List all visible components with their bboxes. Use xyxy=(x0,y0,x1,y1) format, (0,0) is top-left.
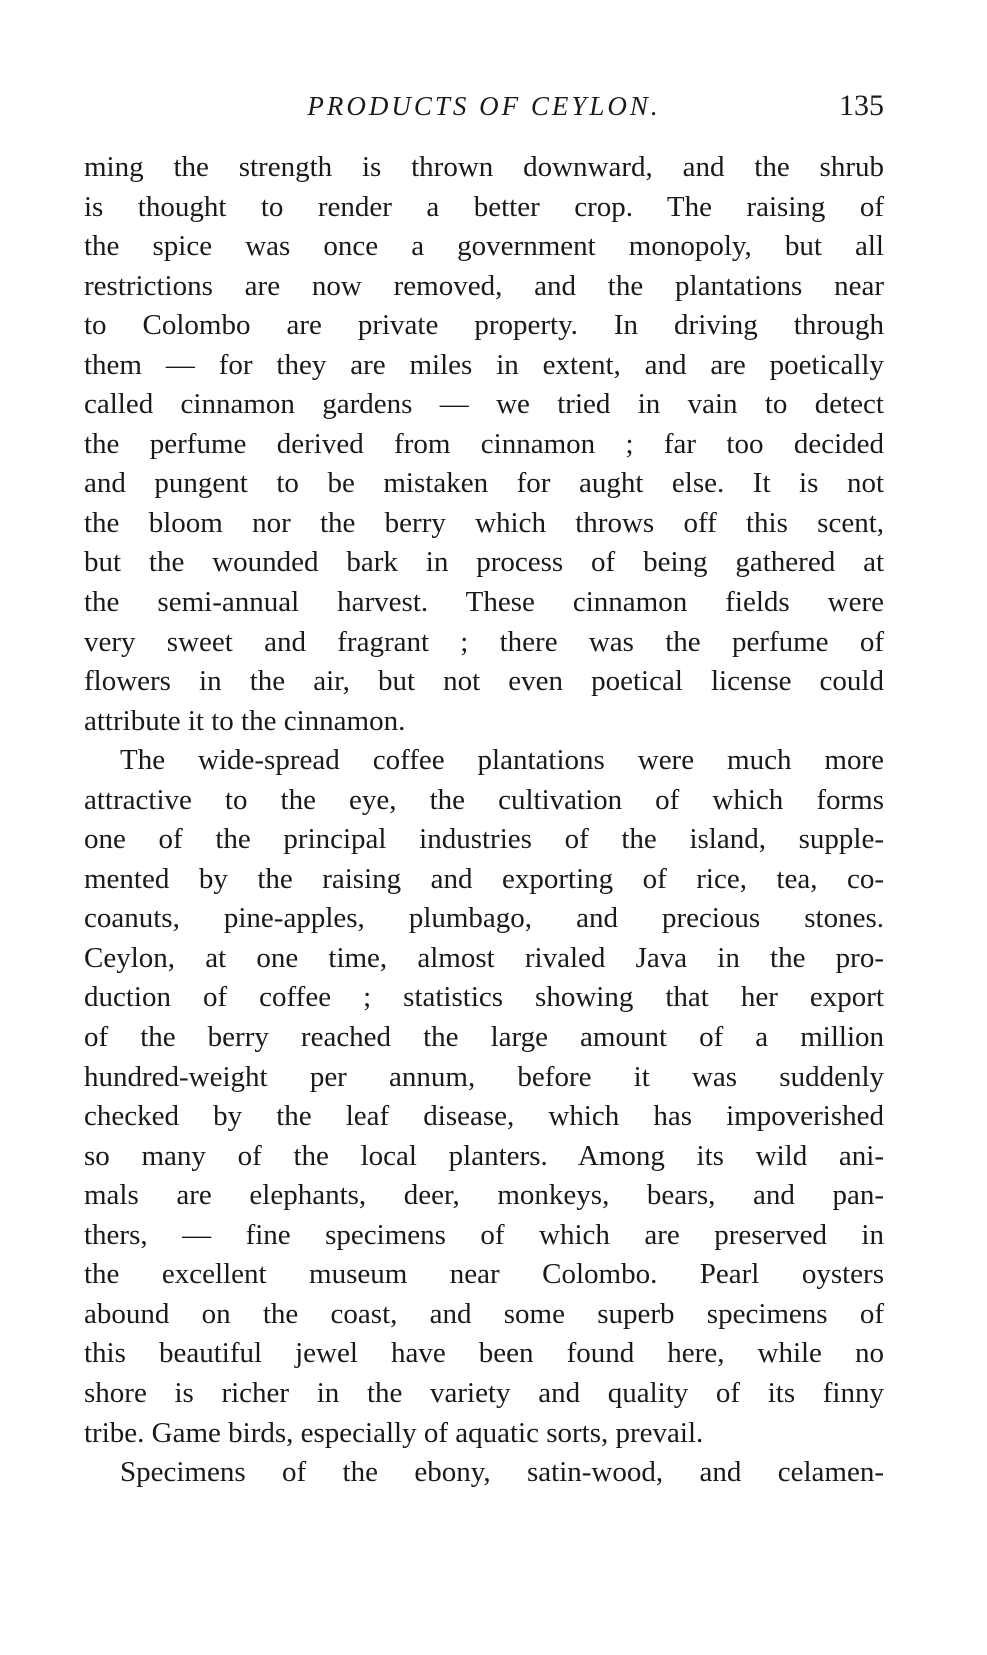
text-line: the perfume derived from cinnamon ; far too decided xyxy=(84,427,884,460)
text-line: hundred-weight per annum, before it was suddenly xyxy=(84,1060,884,1093)
running-title: PRODUCTS OF CEYLON. xyxy=(307,91,661,121)
text-line: one of the principal industries of the island, supple- xyxy=(84,823,884,856)
text-line: ming the strength is thrown downward, and the shrub xyxy=(84,151,884,183)
text-line: mals are elephants, deer, monkeys, bears, and pan- xyxy=(84,1179,884,1212)
text-line: the semi-annual harvest. These cinnamon fields were xyxy=(84,586,884,619)
text-line: mented by the raising and exporting of rice, tea, co- xyxy=(84,862,884,895)
text-line: the spice was once a government monopoly, but all xyxy=(84,230,884,263)
text-line: very sweet and fragrant ; there was the perfume of xyxy=(84,625,884,658)
text-line: this beautiful jewel have been found here, while no xyxy=(84,1337,884,1370)
running-head xyxy=(84,86,884,126)
text-line: of the berry reached the large amount of a million xyxy=(84,1021,884,1054)
text-line: the excellent museum near Colombo. Pearl oysters xyxy=(84,1258,884,1291)
body-text xyxy=(84,148,884,1493)
text-line: Ceylon, at one time, almost rivaled Java in the pro- xyxy=(84,941,884,974)
text-line: duction of coffee ; statistics showing that her export xyxy=(84,981,884,1014)
text-line: the bloom nor the berry which throws off this scent, xyxy=(84,506,884,539)
paragraph-end-line: attribute it to the cinnamon. xyxy=(84,704,406,737)
text-line: but the wounded bark in process of being gathered at xyxy=(84,546,884,579)
text-line: them — for they are miles in extent, and are poetically xyxy=(84,348,884,381)
text-line: is thought to render a better crop. The raising of xyxy=(84,190,884,223)
text-line: shore is richer in the variety and quality of its finny xyxy=(84,1376,884,1409)
text-line: so many of the local planters. Among its wild ani- xyxy=(84,1139,884,1172)
text-line: checked by the leaf disease, which has impoverished xyxy=(84,1100,884,1133)
paragraph-first-line: The wide-spread coffee plantations were much more xyxy=(120,744,884,777)
text-line: and pungent to be mistaken for aught else. It is not xyxy=(84,467,884,500)
text-line: called cinnamon gardens — we tried in vain to detect xyxy=(84,388,884,421)
text-line: to Colombo are private property. In driving through xyxy=(84,309,884,342)
text-line: coanuts, pine-apples, plumbago, and precious stones. xyxy=(84,902,884,935)
text-line: abound on the coast, and some superb specimens of xyxy=(84,1297,884,1330)
text-line: attractive to the eye, the cultivation of which forms xyxy=(84,783,884,816)
text-line: restrictions are now removed, and the plantations near xyxy=(84,269,884,302)
text-line: flowers in the air, but not even poetical license could xyxy=(84,665,884,698)
text-line: thers, — fine specimens of which are preserved in xyxy=(84,1218,884,1251)
paragraph-first-line: Specimens of the ebony, satin-wood, and celamen- xyxy=(120,1456,884,1489)
paragraph-end-line: tribe. Game birds, especially of aquatic sorts, prevail. xyxy=(84,1416,704,1449)
page-number: 135 xyxy=(839,89,884,122)
